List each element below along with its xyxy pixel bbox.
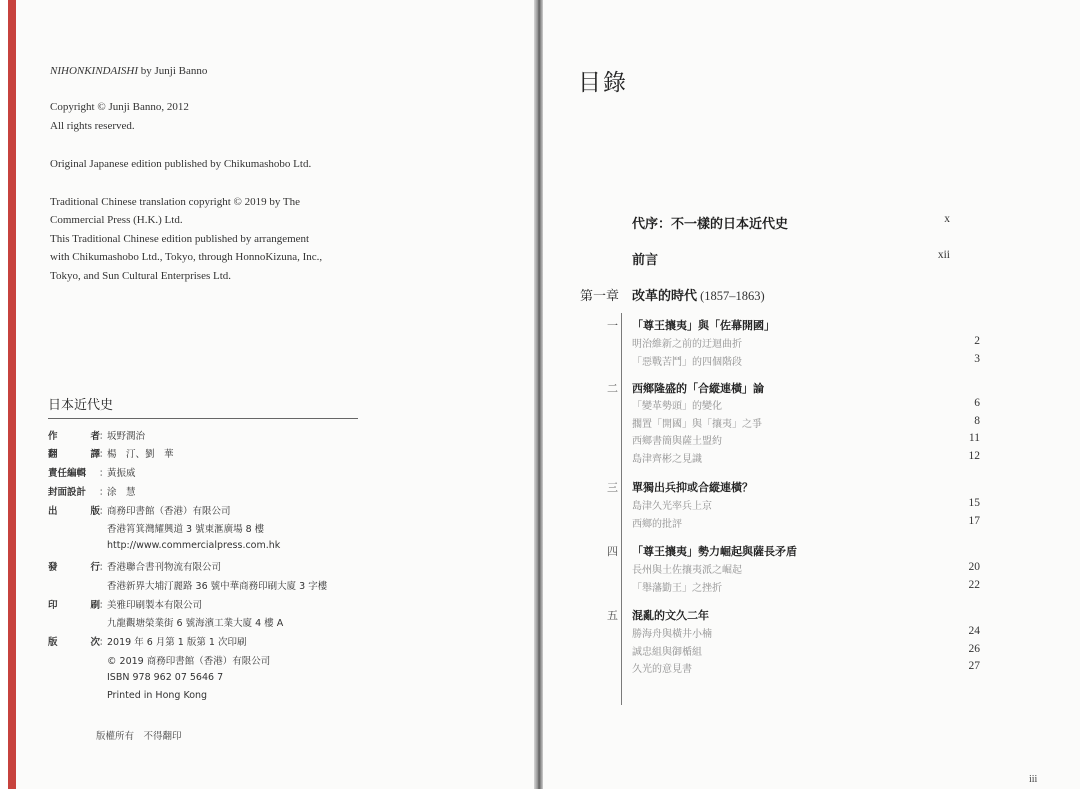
subsection-title: 明治維新之前的迂迴曲折 [632, 339, 742, 350]
toc-title: 目錄 [578, 70, 628, 96]
page-number: 8 [974, 415, 980, 427]
credit-label-part: 封面設計 [48, 487, 87, 498]
credit-label-part: 出 [48, 506, 58, 517]
section-number: 五 [607, 609, 618, 622]
subsection-title: 西鄉書簡與薩土盟約 [632, 436, 722, 447]
translation-line: Commercial Press (H.K.) Ltd. [50, 214, 183, 226]
credit-label-part: 者 [90, 431, 100, 442]
credit-label [48, 446, 100, 460]
book-title: 日本近代史 [48, 397, 114, 412]
page-number: 22 [968, 579, 980, 591]
credit-value: 坂野潤治 [107, 431, 146, 442]
section-title: 西鄉隆盛的「合縱連橫」論 [632, 382, 764, 395]
credit-colon: ： [99, 431, 109, 442]
credit-value: 香港筲箕灣耀興道 3 號東滙廣場 8 樓 [107, 524, 265, 535]
credit-value: © 2019 商務印書館（香港）有限公司 [107, 656, 271, 667]
subsection-title: 「舉藩勤王」之挫折 [632, 583, 722, 594]
front-matter-title: 前言 [632, 253, 659, 268]
subsection-title: 島津久光率兵上京 [632, 501, 712, 512]
credit-row [8, 578, 408, 594]
subsection-title: 島津齊彬之見識 [632, 454, 702, 465]
credit-value: 香港新界大埔汀麗路 36 號中華商務印刷大廈 3 字樓 [107, 581, 328, 592]
book-spine [534, 0, 543, 789]
credit-label-part: 次 [90, 637, 100, 648]
section-number: 一 [607, 319, 618, 332]
credit-label [48, 597, 100, 611]
page-number: 11 [968, 432, 980, 444]
subsection-title: 「惡戰苦鬥」的四個階段 [632, 357, 742, 368]
page-number: 27 [968, 660, 980, 672]
credit-colon: ： [99, 562, 109, 573]
red-page-edge [8, 0, 16, 789]
credit-colon: ： [99, 600, 109, 611]
subsection-title: 長州與土佐攘夷派之崛起 [632, 565, 742, 576]
credit-label-part: 作 [48, 431, 58, 442]
section-title: 「尊王攘夷」勢力崛起與薩長矛盾 [632, 545, 797, 558]
copyright-line: Copyright © Junji Banno, 2012 [50, 101, 189, 113]
page-folio: iii [1029, 774, 1038, 785]
credit-colon: ： [99, 449, 109, 460]
credit-value: 九龍觀塘榮業街 6 號海濱工業大廈 4 樓 A [107, 618, 284, 629]
credit-value: 涂 慧 [107, 487, 136, 498]
credit-row [8, 597, 408, 613]
credit-label-part: 印 [48, 600, 58, 611]
section-title: 「尊王攘夷」與「佐幕開國」 [632, 319, 775, 332]
credit-value: http://www.commercialpress.com.hk [107, 540, 281, 551]
credit-label-part: 行 [90, 562, 100, 573]
original-title-line [50, 62, 207, 80]
credit-row [8, 540, 408, 556]
credit-label [48, 503, 100, 517]
page-number: 2 [974, 335, 980, 347]
subsection-title: 勝海舟與橫井小楠 [632, 629, 712, 640]
section-number: 二 [607, 382, 618, 395]
translation-line: Tokyo, and Sun Cultural Enterprises Ltd. [50, 270, 232, 282]
credit-label [48, 484, 100, 498]
page-number: 17 [968, 515, 980, 527]
credit-value: 2019 年 6 月第 1 版第 1 次印刷 [107, 637, 247, 648]
credit-label [48, 428, 100, 442]
credit-row [8, 690, 408, 706]
credit-value: 楊 汀、劉 華 [107, 449, 174, 460]
page-number: 12 [968, 450, 980, 462]
title-rule [48, 418, 358, 419]
chapter-years: (1857–1863) [697, 289, 765, 303]
translation-line: with Chikumashobo Ltd., Tokyo, through HonnoKizuna, Inc., [50, 251, 323, 263]
credit-value: 黃振威 [107, 468, 136, 479]
credit-colon: ： [99, 487, 109, 498]
credit-colon: ： [99, 637, 109, 648]
credit-row [8, 615, 408, 631]
credit-label-part: 發 [48, 562, 58, 573]
credit-row [8, 559, 408, 575]
credit-label-part: 刷 [90, 600, 100, 611]
credit-value: Printed in Hong Kong [107, 690, 208, 701]
section-title: 單獨出兵抑或合縱連橫？ [632, 481, 753, 494]
credit-label-part: 版 [90, 506, 100, 517]
page-number: 15 [968, 497, 980, 509]
credit-value: 美雅印刷製本有限公司 [107, 600, 203, 611]
section-title: 混亂的文久二年 [632, 609, 709, 622]
left-page [8, 0, 534, 789]
page-number: x [944, 213, 950, 225]
credit-value: 商務印書館（香港）有限公司 [107, 506, 231, 517]
credit-label [48, 559, 100, 573]
original-author: by Junji Banno [138, 65, 208, 77]
credit-row [8, 521, 408, 537]
credit-row [8, 653, 408, 669]
credit-row [8, 446, 408, 462]
credit-row [8, 484, 408, 500]
chapter-heading [632, 285, 765, 304]
credit-row [8, 634, 408, 650]
page-number: 6 [974, 397, 980, 409]
front-matter-title: 代序：不一樣的日本近代史 [632, 217, 789, 232]
rights-notice: 版權所有 不得翻印 [96, 731, 182, 742]
chapter-label: 第一章 [580, 289, 620, 304]
credit-row [8, 465, 408, 481]
credit-row [8, 672, 408, 688]
page-number: 3 [974, 353, 980, 365]
translation-line: Traditional Chinese translation copyright © 2019 by The [50, 196, 301, 208]
credit-label-part: 翻 [48, 449, 58, 460]
credit-label [48, 465, 100, 479]
right-page [543, 0, 1080, 789]
subsection-title: 西鄉的批評 [632, 519, 682, 530]
credit-label-part: 版 [48, 637, 58, 648]
section-number: 四 [607, 545, 618, 558]
section-number: 三 [607, 481, 618, 494]
credit-row [8, 503, 408, 519]
subsection-title: 久光的意見書 [632, 664, 692, 675]
credit-row [8, 428, 408, 444]
chapter-title: 改革的時代 [632, 289, 698, 304]
credit-label [48, 634, 100, 648]
translation-line: This Traditional Chinese edition published by arrangement [50, 233, 310, 245]
credit-value: ISBN 978 962 07 5646 7 [107, 672, 224, 683]
subsection-title: 「變革勢頭」的變化 [632, 401, 722, 412]
page-number: xii [937, 249, 950, 261]
credit-value: 香港聯合書刊物流有限公司 [107, 562, 222, 573]
credit-colon: ： [99, 506, 109, 517]
original-title: NIHONKINDAISHI [50, 65, 138, 77]
credit-label-part: 譯 [90, 449, 100, 460]
subsection-title: 誠忠組與御楯組 [632, 647, 702, 658]
subsection-title: 擱置「開國」與「攘夷」之爭 [632, 419, 762, 430]
page-number: 20 [968, 561, 980, 573]
credit-colon: ： [99, 468, 109, 479]
rights-line: All rights reserved. [50, 120, 135, 132]
page-number: 24 [968, 625, 980, 637]
credit-label-part: 責任編輯 [48, 468, 87, 479]
toc-vertical-rule [621, 313, 622, 705]
page-number: 26 [968, 643, 980, 655]
original-edition-line: Original Japanese edition published by Chikumashobo Ltd. [50, 158, 312, 170]
